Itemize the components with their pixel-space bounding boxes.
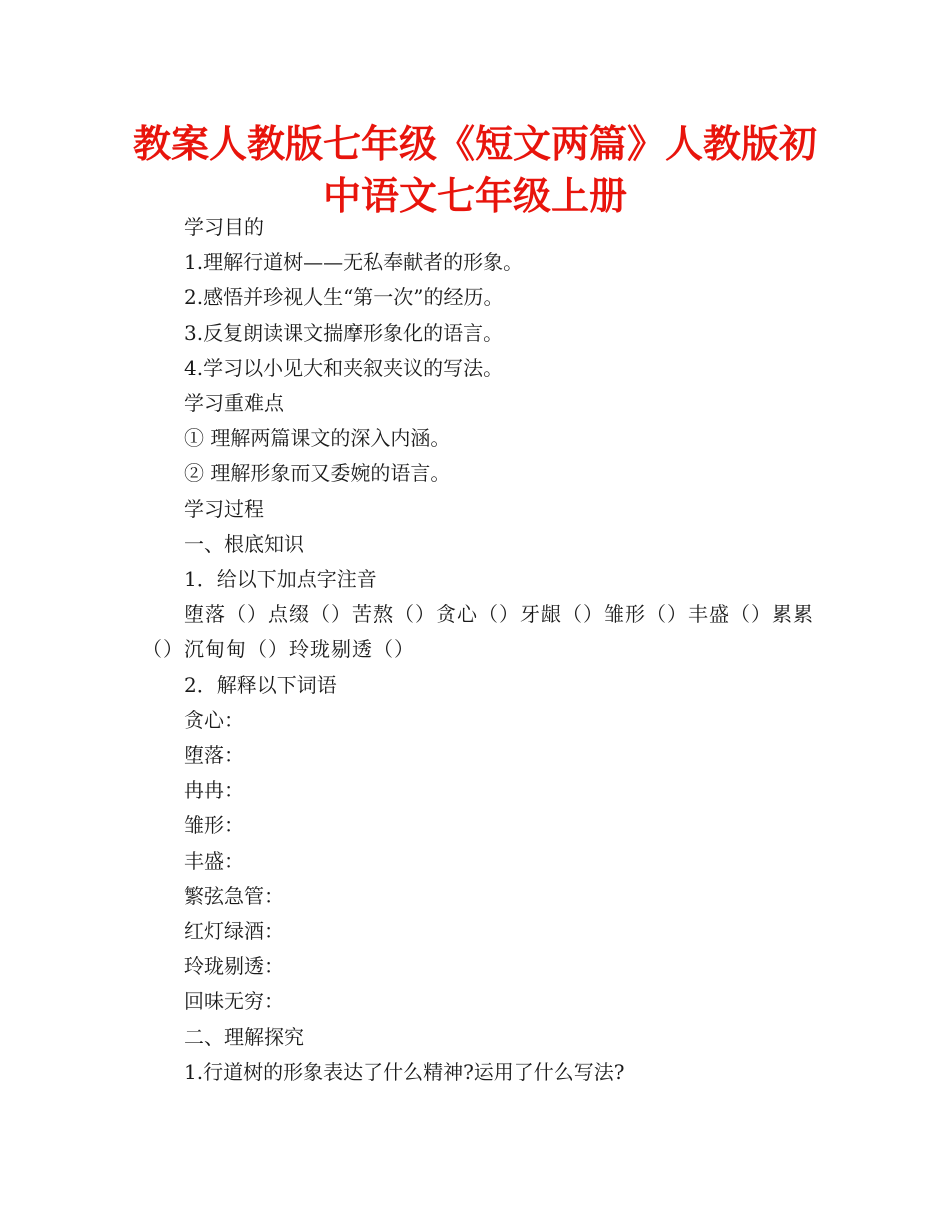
question-definitions: 2．解释以下词语: [184, 672, 337, 697]
objective-item-4: 4.学习以小见大和夹叙夹议的写法。: [184, 355, 504, 380]
question-tree-spirit: 1.行道树的形象表达了什么精神?运用了什么写法?: [184, 1059, 625, 1084]
key-point-item-1: ① 理解两篇课文的深入内涵。: [184, 426, 451, 451]
definition-item-ranran: 冉冉：: [184, 778, 244, 803]
question-pinyin: 1．给以下加点字注音: [184, 567, 377, 592]
definition-item-chuxing: 雏形：: [184, 813, 244, 838]
document-title: 教案人教版七年级《短文两篇》人教版初中语文七年级上册: [132, 122, 817, 218]
section-heading-key-points: 学习重难点: [184, 391, 284, 416]
definition-item-linglongtitou: 玲珑剔透：: [184, 954, 284, 979]
objective-item-1: 1.理解行道树——无私奉献者的形象。: [184, 250, 524, 275]
pinyin-word-list: 堕落（）点缀（）苦熬（）贪心（）牙龈（）雏形（）丰盛（）累累（）沉甸甸（）玲珑剔透（）: [142, 602, 814, 662]
document-body: [142, 210, 822, 1090]
subsection-heading-basics: 一、根底知识: [184, 531, 304, 556]
definition-item-fengsheng: 丰盛：: [184, 848, 244, 873]
objective-item-2: 2.感悟并珍视人生“第一次”的经历。: [184, 285, 504, 310]
definition-item-huiweiwuqiong: 回味无穷：: [184, 989, 284, 1014]
section-heading-objectives: 学习目的: [184, 215, 264, 239]
key-point-item-2: ② 理解形象而又委婉的语言。: [184, 461, 451, 486]
definition-item-duoluo: 堕落：: [184, 743, 244, 768]
definition-item-fanxianjiguan: 繁弦急管：: [184, 883, 284, 908]
definition-item-tanxin: 贪心：: [184, 707, 244, 732]
objective-item-3: 3.反复朗读课文揣摩形象化的语言。: [184, 320, 504, 345]
definition-item-hongdenglvjiu: 红灯绿酒：: [184, 919, 284, 944]
section-heading-process: 学习过程: [184, 496, 264, 521]
subsection-heading-understanding: 二、理解探究: [184, 1024, 304, 1049]
